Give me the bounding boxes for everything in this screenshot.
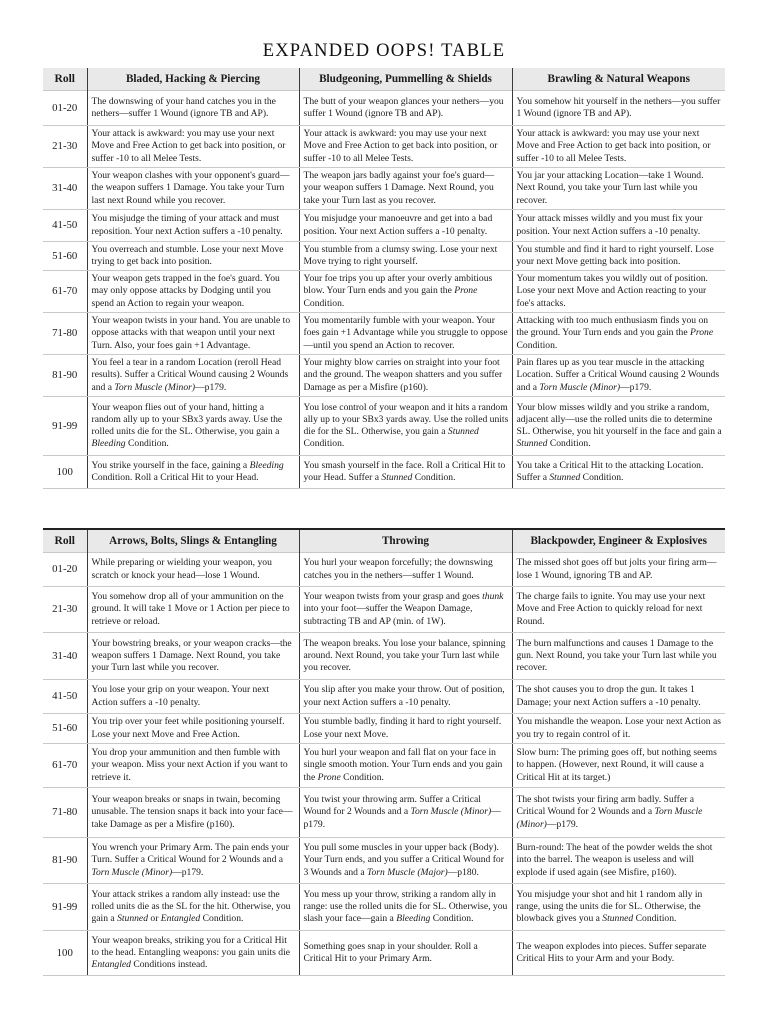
result-cell: You take a Critical Hit to the attacking Location. Suffer a Stunned Condition.	[512, 456, 725, 489]
table-header-row	[43, 68, 725, 91]
table-row	[43, 931, 725, 976]
table-row	[43, 633, 725, 680]
result-cell: You twist your throwing arm. Suffer a Critical Wound for 2 Wounds and a Torn Muscle (Minor)—p179.	[299, 788, 512, 838]
result-cell: You pull some muscles in your upper back (Body). Your Turn ends, and you suffer a Critical Wound for 3 Wounds and a Torn Muscle (Major)—p180.	[299, 838, 512, 884]
result-cell: The shot causes you to drop the gun. It takes 1 Damage; your next Action suffers a -10 penalty.	[512, 680, 725, 714]
roll-range: 51-60	[43, 242, 87, 271]
table-row	[43, 788, 725, 838]
table-row	[43, 744, 725, 788]
result-cell: You hurl your weapon and fall flat on your face in single smooth motion. Your Turn ends and you gain the Prone Condition.	[299, 744, 512, 788]
result-cell: Your weapon flies out of your hand, hitting a random ally up to your SBx3 yards away. Use the rolled units die for the SL. Otherwise, you gain a Bleeding Condition.	[87, 397, 299, 456]
result-cell: You overreach and stumble. Lose your next Move trying to get back into position.	[87, 242, 299, 271]
result-cell: You slip after you make your throw. Out of position, your next Action suffers a -10 penalty.	[299, 680, 512, 714]
result-cell: Pain flares up as you tear muscle in the attacking Location. Suffer a Critical Wound causing 2 Wounds and a Torn Muscle (Minor)—p179.	[512, 355, 725, 397]
table-row	[43, 714, 725, 744]
result-cell: Your attack is awkward: you may use your next Move and Free Action to get back into position, or suffer -10 to all Melee Tests.	[299, 126, 512, 168]
column-header-bladed: Bladed, Hacking & Piercing	[87, 68, 299, 91]
roll-range: 91-99	[43, 884, 87, 931]
roll-range: 31-40	[43, 168, 87, 210]
result-cell: The downswing of your hand catches you in the nethers—suffer 1 Wound (ignore TB and AP).	[87, 91, 299, 126]
roll-range: 31-40	[43, 633, 87, 680]
oops-table-melee	[43, 68, 725, 489]
result-cell: Slow burn: The priming goes off, but nothing seems to happen. (However, next Round, it will cause a Critical Hit at its target.)	[512, 744, 725, 788]
result-cell: Your attack strikes a random ally instead: use the rolled units die as the SL for the hit. Otherwise, you gain a Stunned or Entangled Condition.	[87, 884, 299, 931]
result-cell: Your attack is awkward: you may use your next Move and Free Action to get back into position, or suffer -10 to all Melee Tests.	[87, 126, 299, 168]
result-cell: The burn malfunctions and causes 1 Damage to the gun. Next Round, you take your Turn last while you recover.	[512, 633, 725, 680]
result-cell: Your weapon gets trapped in the foe's guard. You may only oppose attacks by Dodging until you spend an Action to regain your weapon.	[87, 271, 299, 313]
roll-range: 51-60	[43, 714, 87, 744]
result-cell: The charge fails to ignite. You may use your next Move and Free Action to quickly reload for next Round.	[512, 587, 725, 633]
roll-range: 81-90	[43, 838, 87, 884]
result-cell: You stumble from a clumsy swing. Lose your next Move trying to right yourself.	[299, 242, 512, 271]
result-cell: You smash yourself in the face. Roll a Critical Hit to your Head. Suffer a Stunned Condition.	[299, 456, 512, 489]
roll-range: 71-80	[43, 313, 87, 355]
table-row	[43, 313, 725, 355]
result-cell: You momentarily fumble with your weapon. Your foes gain +1 Advantage while you struggle to oppose—until you spend an Action to recover.	[299, 313, 512, 355]
table-row	[43, 242, 725, 271]
roll-range: 21-30	[43, 587, 87, 633]
result-cell: You stumble badly, finding it hard to right yourself. Lose your next Move.	[299, 714, 512, 744]
page-title: EXPANDED OOPS! TABLE	[262, 41, 506, 61]
column-header-blackpowder: Blackpowder, Engineer & Explosives	[512, 529, 725, 553]
result-cell: Burn-round: The heat of the powder welds the shot into the barrel. The weapon is useless and will explode if used again (see Misfire, p160).	[512, 838, 725, 884]
result-cell: The butt of your weapon glances your nethers—you suffer 1 Wound (ignore TB and AP).	[299, 91, 512, 126]
result-cell: You lose your grip on your weapon. Your next Action suffers a -10 penalty.	[87, 680, 299, 714]
result-cell: You hurl your weapon forcefully; the downswing catches you in the nethers—suffer 1 Wound.	[299, 553, 512, 587]
result-cell: Your weapon breaks or snaps in twain, becoming unusable. The tension snaps it back into your face—take Damage as per a Misfire (p160).	[87, 788, 299, 838]
result-cell: Your weapon clashes with your opponent's guard—the weapon suffers 1 Damage. You take your Turn last next Round while you recover.	[87, 168, 299, 210]
table-row	[43, 838, 725, 884]
result-cell: Your weapon twists in your hand. You are unable to oppose attacks with that weapon until your next Turn. Also, your foes gain +1 Advantage.	[87, 313, 299, 355]
result-cell: Attacking with too much enthusiasm finds you on the ground. Your Turn ends and you gain the Prone Condition.	[512, 313, 725, 355]
result-cell: Your mighty blow carries on straight into your foot and the ground. The weapon shatters and you suffer Damage as per a Misfire (p160).	[299, 355, 512, 397]
result-cell: You stumble and find it hard to right yourself. Lose your next Move getting back into position.	[512, 242, 725, 271]
table-row	[43, 271, 725, 313]
column-header-brawling: Brawling & Natural Weapons	[512, 68, 725, 91]
column-header-roll: Roll	[43, 529, 87, 553]
result-cell: You lose control of your weapon and it hits a random ally up to your SBx3 yards away. Use the rolled units die for the SL. Otherwise, you gain a Stunned Condition.	[299, 397, 512, 456]
roll-range: 61-70	[43, 744, 87, 788]
table-row	[43, 210, 725, 242]
roll-range: 61-70	[43, 271, 87, 313]
result-cell: You feel a tear in a random Location (reroll Head results). Suffer a Critical Wound causing 2 Wounds and a Torn Muscle (Minor)—p179.	[87, 355, 299, 397]
roll-range: 91-99	[43, 397, 87, 456]
result-cell: Your weapon twists from your grasp and goes thunk into your foot—suffer the Weapon Damage, subtracting TB and AP (min. of 1W).	[299, 587, 512, 633]
result-cell: You jar your attacking Location—take 1 Wound. Next Round, you take your Turn last while you recover.	[512, 168, 725, 210]
oops-table-ranged	[43, 528, 725, 976]
result-cell: Your foe trips you up after your overly ambitious blow. Your Turn ends and you gain the Prone Condition.	[299, 271, 512, 313]
roll-range: 01-20	[43, 553, 87, 587]
result-cell: The weapon jars badly against your foe's guard—your weapon suffers 1 Damage. Next Round, you take your Turn last as you recover.	[299, 168, 512, 210]
roll-range: 41-50	[43, 210, 87, 242]
result-cell: You wrench your Primary Arm. The pain ends your Turn. Suffer a Critical Wound for 2 Wounds and a Torn Muscle (Minor)—p179.	[87, 838, 299, 884]
result-cell: Your weapon breaks, striking you for a Critical Hit to the head. Entangling weapons: you gain units die Entangled Conditions instead.	[87, 931, 299, 976]
roll-range: 81-90	[43, 355, 87, 397]
result-cell: The shot twists your firing arm badly. Suffer a Critical Wound for 2 Wounds and a Torn Muscle (Minor)—p179.	[512, 788, 725, 838]
table-row	[43, 397, 725, 456]
table-row	[43, 587, 725, 633]
roll-range: 01-20	[43, 91, 87, 126]
table-row	[43, 91, 725, 126]
result-cell: You mess up your throw, striking a random ally in range: use the rolled units die for SL. Otherwise, you slash your face—gain a Bleeding Condition.	[299, 884, 512, 931]
result-cell: You somehow hit yourself in the nethers—you suffer 1 Wound (ignore TB and AP).	[512, 91, 725, 126]
result-cell: The missed shot goes off but jolts your firing arm—lose 1 Wound, ignoring TB and AP.	[512, 553, 725, 587]
result-cell: Your attack is awkward: you may use your next Move and Free Action to get back into position, or suffer -10 to all Melee Tests.	[512, 126, 725, 168]
column-header-arrows: Arrows, Bolts, Slings & Entangling	[87, 529, 299, 553]
result-cell: Your bowstring breaks, or your weapon cracks—the weapon suffers 1 Damage. Next Round, you take your Turn last while you recover.	[87, 633, 299, 680]
result-cell: You somehow drop all of your ammunition on the ground. It will take 1 Move or 1 Action per piece to retrieve or reload.	[87, 587, 299, 633]
column-header-roll: Roll	[43, 68, 87, 91]
roll-range: 41-50	[43, 680, 87, 714]
table-row	[43, 126, 725, 168]
column-header-throwing: Throwing	[299, 529, 512, 553]
result-cell: You drop your ammunition and then fumble with your weapon. Miss your next Action if you want to retrieve it.	[87, 744, 299, 788]
table-row	[43, 355, 725, 397]
roll-range: 71-80	[43, 788, 87, 838]
result-cell: Your attack misses wildly and you must fix your position. Your next Action suffers a -10 penalty.	[512, 210, 725, 242]
table-row	[43, 680, 725, 714]
roll-range: 100	[43, 931, 87, 976]
table-row	[43, 456, 725, 489]
result-cell: The weapon explodes into pieces. Suffer separate Critical Hits to your Arm and your Body.	[512, 931, 725, 976]
result-cell: You misjudge your manoeuvre and get into a bad position. Your next Action suffers a -10 penalty.	[299, 210, 512, 242]
roll-range: 21-30	[43, 126, 87, 168]
table-row	[43, 884, 725, 931]
table-row	[43, 553, 725, 587]
result-cell: You trip over your feet while positioning yourself. Lose your next Move and Free Action.	[87, 714, 299, 744]
column-header-bludgeoning: Bludgeoning, Pummelling & Shields	[299, 68, 512, 91]
result-cell: Something goes snap in your shoulder. Roll a Critical Hit to your Primary Arm.	[299, 931, 512, 976]
result-cell: You misjudge the timing of your attack and must reposition. Your next Action suffers a -10 penalty.	[87, 210, 299, 242]
result-cell: While preparing or wielding your weapon, you scratch or knock your head—lose 1 Wound.	[87, 553, 299, 587]
table-row	[43, 168, 725, 210]
roll-range: 100	[43, 456, 87, 489]
result-cell: You misjudge your shot and hit 1 random ally in range, using the units die for SL. Otherwise, the blowback gives you a Stunned Condition.	[512, 884, 725, 931]
result-cell: The weapon breaks. You lose your balance, spinning around. Next Round, you take your Turn last while you recover.	[299, 633, 512, 680]
result-cell: You strike yourself in the face, gaining a Bleeding Condition. Roll a Critical Hit to your Head.	[87, 456, 299, 489]
result-cell: You mishandle the weapon. Lose your next Action as you try to regain control of it.	[512, 714, 725, 744]
table-header-row	[43, 529, 725, 553]
result-cell: Your blow misses wildly and you strike a random, adjacent ally—use the rolled units die to determine SL. Otherwise, you hit yourself in the face and gain a Stunned Condition.	[512, 397, 725, 456]
result-cell: Your momentum takes you wildly out of position. Lose your next Move and Action reacting to your foe's attacks.	[512, 271, 725, 313]
